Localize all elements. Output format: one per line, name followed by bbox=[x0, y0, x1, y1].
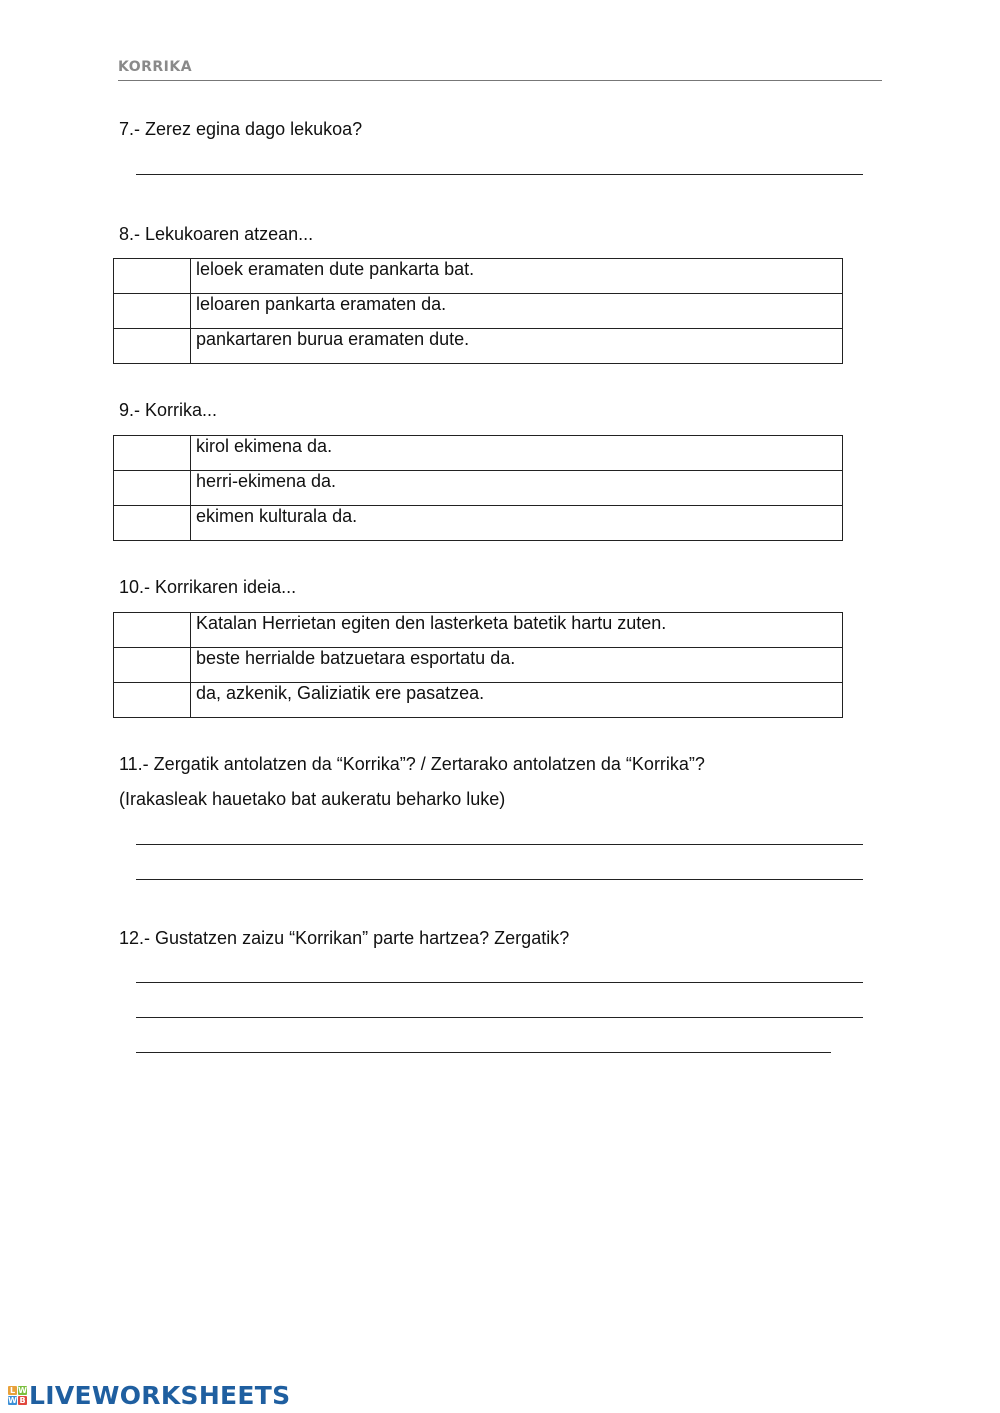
option-row bbox=[114, 294, 843, 329]
answer-box[interactable] bbox=[114, 294, 191, 329]
option-text: pankartaren burua eramaten dute. bbox=[191, 329, 843, 364]
question-12: 12.- Gustatzen zaizu “Korrikan” parte hartzea? Zergatik? bbox=[119, 928, 570, 948]
question-10: 10.- Korrikaren ideia... bbox=[119, 577, 297, 597]
page-header bbox=[118, 58, 882, 81]
answer-line-q12[interactable] bbox=[136, 982, 863, 983]
question-11: 11.- Zergatik antolatzen da “Korrika”? / Zertarako antolatzen da “Korrika”? bbox=[119, 754, 705, 774]
logo-tile: W bbox=[8, 1395, 17, 1405]
logo-tile: W bbox=[18, 1385, 27, 1395]
option-text: beste herrialde batzuetara esportatu da. bbox=[191, 648, 843, 683]
logo-tile: L bbox=[9, 1385, 16, 1395]
logo-tile: B bbox=[19, 1395, 26, 1405]
header-title: KORRIKA bbox=[118, 59, 193, 75]
option-row bbox=[114, 648, 843, 683]
option-text: Katalan Herrietan egiten den lasterketa batetik hartu zuten. bbox=[191, 613, 843, 648]
answer-line-q11[interactable] bbox=[136, 879, 863, 880]
answer-box[interactable] bbox=[114, 683, 191, 718]
option-row bbox=[114, 329, 843, 364]
option-row bbox=[114, 259, 843, 294]
option-text: kirol ekimena da. bbox=[191, 436, 843, 471]
option-row bbox=[114, 436, 843, 471]
option-text: da, azkenik, Galiziatik ere pasatzea. bbox=[191, 683, 843, 718]
answer-line-q12[interactable] bbox=[136, 1017, 863, 1018]
answer-box[interactable] bbox=[114, 506, 191, 541]
question-9: 9.- Korrika... bbox=[119, 400, 218, 420]
option-text: herri-ekimena da. bbox=[191, 471, 843, 506]
options-table-q10 bbox=[113, 612, 843, 718]
answer-box[interactable] bbox=[114, 471, 191, 506]
option-row bbox=[114, 613, 843, 648]
option-text: leloek eramaten dute pankarta bat. bbox=[191, 259, 843, 294]
options-table-q8 bbox=[113, 258, 843, 364]
answer-box[interactable] bbox=[114, 648, 191, 683]
question-7: 7.- Zerez egina dago lekukoa? bbox=[119, 119, 363, 139]
answer-box[interactable] bbox=[114, 436, 191, 471]
liveworksheets-logo bbox=[8, 1380, 290, 1410]
answer-box[interactable] bbox=[114, 329, 191, 364]
options-table-q9 bbox=[113, 435, 843, 541]
liveworksheets-logo-icon bbox=[8, 1386, 27, 1405]
answer-box[interactable] bbox=[114, 259, 191, 294]
question-8: 8.- Lekukoaren atzean... bbox=[119, 224, 314, 244]
logo-text: LIVEWORKSHEETS bbox=[29, 1380, 291, 1410]
option-text: ekimen kulturala da. bbox=[191, 506, 843, 541]
option-row bbox=[114, 471, 843, 506]
option-row bbox=[114, 506, 843, 541]
answer-line-q7[interactable] bbox=[136, 174, 863, 175]
question-11-note: (Irakasleak hauetako bat aukeratu beharko luke) bbox=[119, 789, 506, 809]
answer-line-q11[interactable] bbox=[136, 844, 863, 845]
option-text: leloaren pankarta eramaten da. bbox=[191, 294, 843, 329]
answer-box[interactable] bbox=[114, 613, 191, 648]
answer-line-q12[interactable] bbox=[136, 1052, 831, 1053]
option-row bbox=[114, 683, 843, 718]
